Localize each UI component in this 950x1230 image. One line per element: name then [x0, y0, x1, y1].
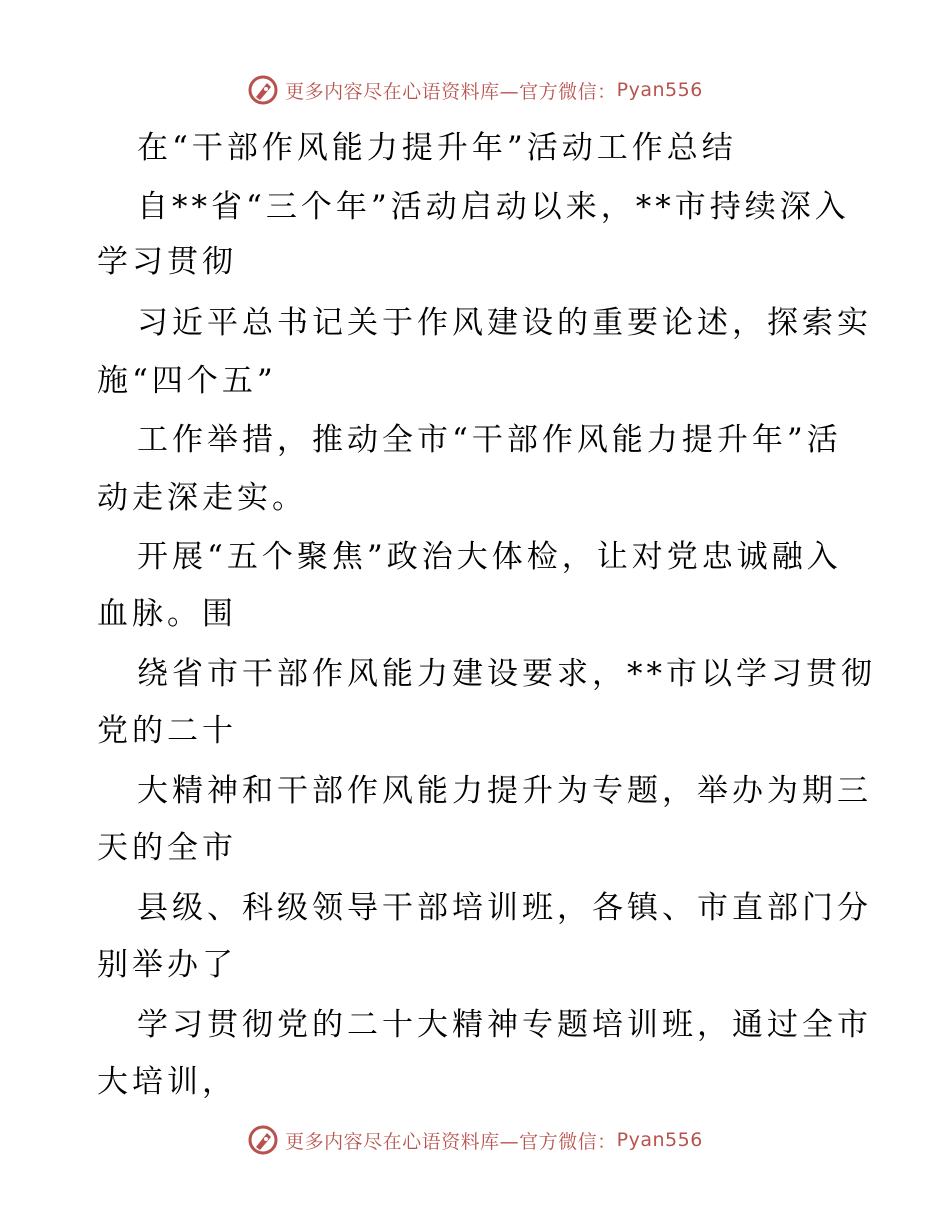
- watermark-handle: Pyan556: [616, 79, 703, 101]
- paragraph-line: 施“四个五”: [97, 363, 277, 399]
- paragraph-line: 大培训，: [97, 1064, 237, 1100]
- pen-nib-logo-icon: [247, 74, 279, 106]
- paragraph-line: 绕省市干部作风能力建设要求，**市以学习贯彻: [137, 656, 876, 692]
- paragraph-line: 血脉。围: [97, 596, 237, 632]
- paragraph-line: 学习贯彻: [97, 244, 237, 280]
- paragraph-line: 大精神和干部作风能力提升为专题，举办为期三: [137, 773, 872, 809]
- paragraph-line: 工作举措，推动全市“干部作风能力提升年”活: [137, 422, 842, 458]
- watermark-handle: Pyan556: [616, 1129, 703, 1151]
- paragraph-line: 天的全市: [97, 830, 237, 866]
- document-title: 在“干部作风能力提升年”活动工作总结: [137, 130, 737, 166]
- paragraph-line: 动走深走实。: [97, 480, 307, 516]
- paragraph-line: 县级、科级领导干部培训班，各镇、市直部门分: [137, 890, 872, 926]
- footer-watermark: [0, 1120, 950, 1160]
- paragraph-line: 自**省“三个年”活动启动以来，**市持续深入: [137, 189, 850, 225]
- paragraph-line: 开展“五个聚焦”政治大体检，让对党忠诚融入: [137, 539, 842, 575]
- watermark-text: 更多内容尽在心语资料库—官方微信：: [285, 1130, 617, 1153]
- header-watermark: [0, 70, 950, 110]
- pen-nib-logo-icon: [247, 1124, 279, 1156]
- paragraph-line: 学习贯彻党的二十大精神专题培训班，通过全市: [137, 1007, 872, 1043]
- watermark-text: 更多内容尽在心语资料库—官方微信：: [285, 80, 617, 103]
- paragraph-line: 习近平总书记关于作风建设的重要论述，探索实: [137, 305, 872, 341]
- paragraph-line: 党的二十: [97, 713, 237, 749]
- paragraph-line: 别举办了: [97, 947, 237, 983]
